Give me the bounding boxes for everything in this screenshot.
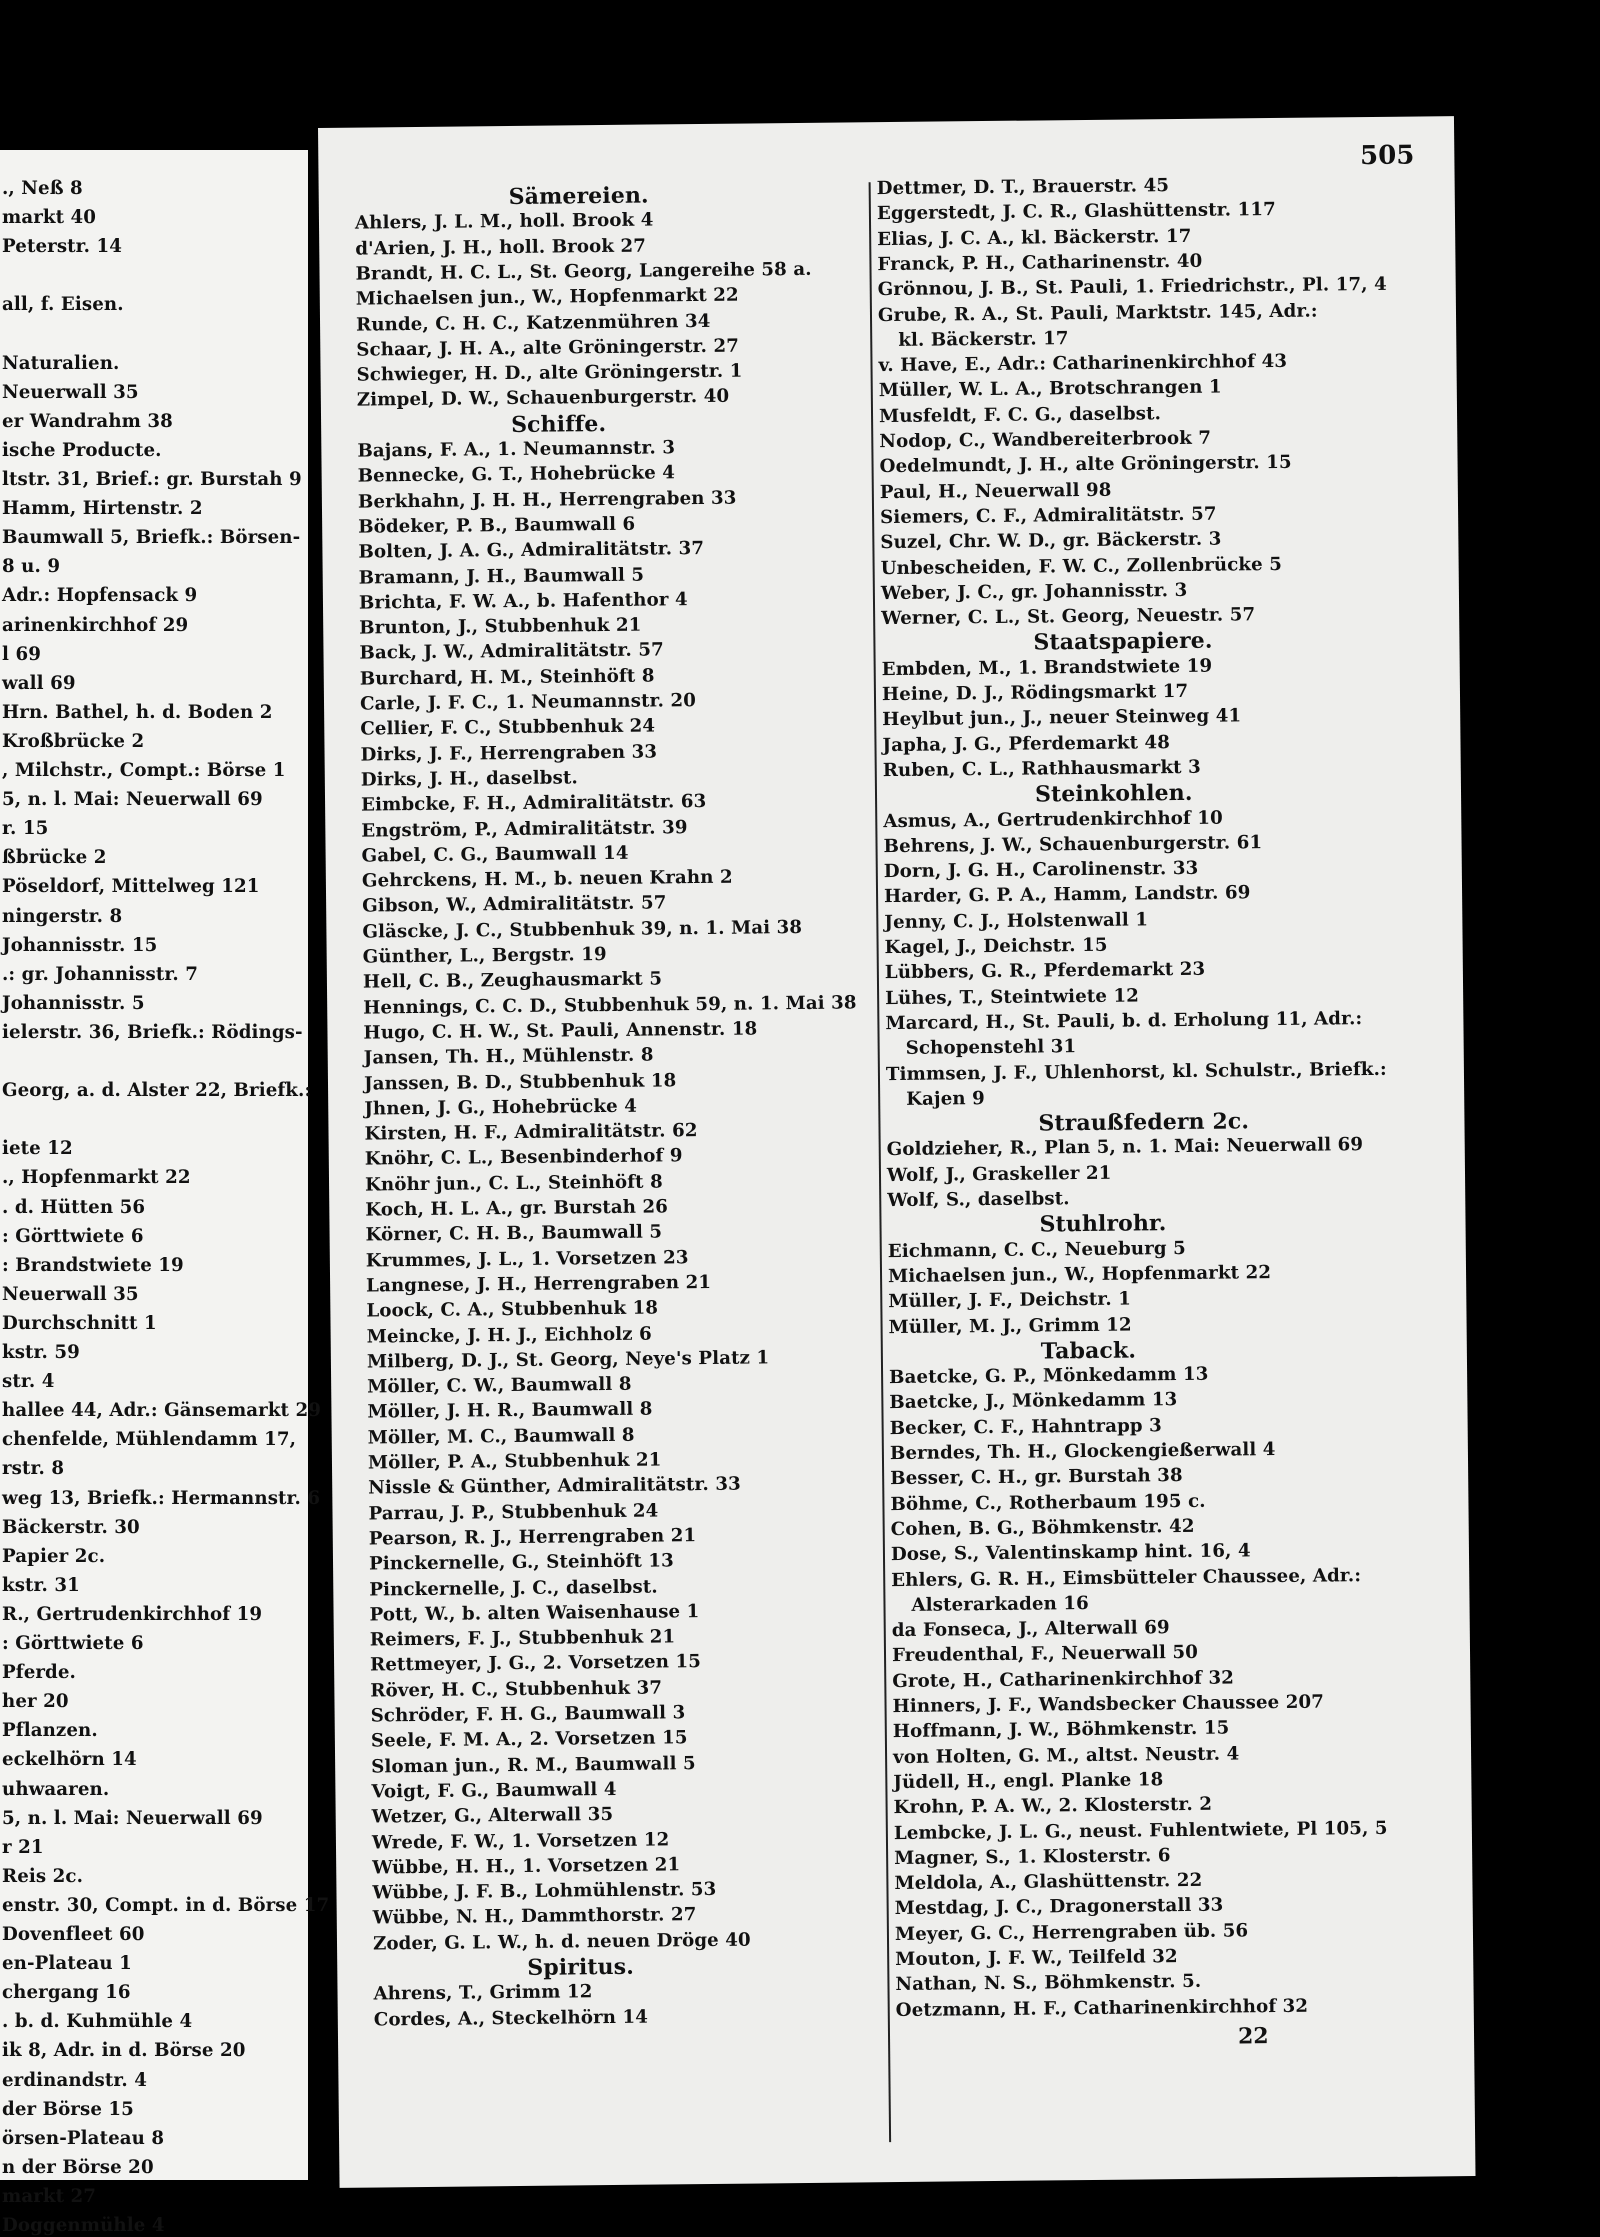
entry-line: kstr. 31 [2,1574,80,1596]
entry-line: Durchschnitt 1 [2,1312,157,1334]
entry-line: Becker, C. F., Hahntrapp 3 [889,1414,1162,1439]
entry-line: 5, n. l. Mai: Neuerwall 69 [2,789,263,811]
entry-line: Schwieger, H. D., alte Gröningerstr. 1 [356,360,743,386]
entry-line: Eggerstedt, J. C. R., Glashüttenstr. 117 [876,199,1276,225]
entry-line: Grote, H., Catharinenkirchhof 32 [892,1667,1235,1692]
entry-line: Rettmeyer, J. G., 2. Vorsetzen 15 [369,1651,702,1676]
entry-line: örsen-Plateau 8 [2,2127,165,2149]
entry-line: r. 15 [2,818,49,840]
entry-line: Besser, C. H., gr. Burstah 38 [890,1465,1183,1490]
entry-line: Magner, S., 1. Klosterstr. 6 [894,1844,1171,1869]
entry-line: Embden, M., 1. Brandstwiete 19 [881,655,1213,680]
page-number: 505 [1359,140,1415,172]
entry-line: Dirks, J. F., Herrengraben 33 [360,741,658,766]
entry-line: ningerstr. 8 [2,905,123,927]
entry-line: l 69 [2,643,41,665]
entry-line: Milberg, D. J., St. Georg, Neye's Platz 1 [366,1347,770,1373]
entry-line: Möller, J. H. R., Baumwall 8 [367,1398,653,1423]
entry-line: iete 12 [2,1138,73,1160]
entry-line: Mouton, J. F. W., Teilfeld 32 [895,1946,1178,1971]
section-heading: Taback. [1040,1337,1137,1365]
entry-line: Burchard, H. M., Steinhöft 8 [359,665,655,690]
entry-line: rstr. 8 [2,1458,65,1480]
section-heading: Sämereien. [508,182,649,211]
entry-line: kstr. 59 [2,1342,80,1363]
entry-line: Asmus, A., Gertrudenkirchhof 10 [883,807,1223,832]
entry-line: Loock, C. A., Stubbenhuk 18 [366,1297,659,1322]
entry-line: Müller, W. L. A., Brotschrangen 1 [878,376,1222,402]
entry-line: wall 69 [2,672,76,694]
section-heading: Spiritus. [527,1953,635,1981]
entry-line: chergang 16 [2,1982,131,2004]
entry-line: er Wandrahm 38 [2,410,173,432]
entry-line: Zimpel, D. W., Schauenburgerstr. 40 [356,386,730,411]
entry-line: Musfeldt, F. C. G., daselbst. [878,402,1162,427]
entry-line: Japha, J. G., Pferdemarkt 48 [882,731,1171,756]
entry-line: : Brandstwiete 19 [2,1254,184,1276]
entry-line: Meincke, J. H. J., Eichholz 6 [366,1323,652,1348]
entry-line: ltstr. 31, Brief.: gr. Burstah 9 [2,469,302,490]
entry-line: Suzel, Chr. W. D., gr. Bäckerstr. 3 [880,528,1222,554]
entry-line: Hennings, C. C. D., Stubbenhuk 59, n. 1. Mai 38 [363,992,857,1019]
entry-line: Berkhahn, J. H. H., Herrengraben 33 [357,487,737,513]
entry-line: Böhme, C., Rotherbaum 195 c. [890,1490,1206,1515]
section-heading: Steinkohlen. [1034,780,1193,808]
entry-line: markt 27 [2,2185,97,2207]
entry-line: R., Gertrudenkirchhof 19 [2,1603,263,1625]
entry-line: Goldzieher, R., Plan 5, n. 1. Mai: Neuerwall 69 [886,1134,1364,1161]
signature-mark: 22 [1237,2023,1269,2050]
entry-line: Ruben, C. L., Rathhausmarkt 3 [882,756,1201,782]
entry-line: Marcard, H., St. Pauli, b. d. Erholung 11, Adr.: [885,1008,1363,1034]
entry-line: Meyer, G. C., Herrengraben üb. 56 [894,1920,1249,1945]
entry-line: Sloman jun., R. M., Baumwall 5 [371,1752,696,1778]
entry-line: Bödeker, P. B., Baumwall 6 [358,513,636,538]
entry-line: Röver, H. C., Stubbenhuk 37 [370,1677,663,1702]
left-page [0,150,330,2236]
entry-line: Back, J. W., Admiralitätstr. 57 [359,639,664,664]
entry-line: Kroßbrücke 2 [2,730,145,752]
entry-line: Carle, J. F. C., 1. Neumannstr. 20 [359,690,697,715]
entry-line: Doggenmühle 4 [2,2215,165,2236]
entry-line: Wetzer, G., Alterwall 35 [371,1804,614,1828]
entry-line: en-Plateau 1 [2,1953,132,1975]
entry-line: ., Neß 8 [2,178,83,199]
entry-line: enstr. 30, Compt. in d. Börse 17 [2,1894,330,1916]
entry-line: Baetcke, J., Mönkedamm 13 [889,1389,1178,1414]
entry-line: Michaelsen jun., W., Hopfenmarkt 22 [887,1261,1272,1287]
entry-line: Georg, a. d. Alster 22, Briefk.: [2,1080,312,1102]
entry-line: Nodop, C., Wandbereiterbrook 7 [879,427,1212,453]
entry-line: Dettmer, D. T., Brauerstr. 45 [876,175,1170,200]
entry-line: Brunton, J., Stubbenhuk 21 [359,614,642,639]
entry-line: Pinckernelle, G., Steinhöft 13 [368,1550,674,1575]
entry-line: Brandt, H. C. L., St. Georg, Langereihe 58 a. [355,258,812,285]
entry-line: Pott, W., b. alten Waisenhause 1 [369,1600,700,1626]
entry-line: 5, n. l. Mai: Neuerwall 69 [2,1807,263,1829]
entry-line: all, f. Eisen. [2,294,124,316]
entry-line: Oetzmann, H. F., Catharinenkirchhof 32 [895,1995,1309,2021]
entry-line: : Görttwiete 6 [2,1225,144,1247]
entry-line: Reimers, F. J., Stubbenhuk 21 [369,1626,676,1651]
entry-line: str. 4 [2,1371,55,1393]
entry-line: Hell, C. B., Zeughausmarkt 5 [362,968,663,993]
entry-line: Dovenfleet 60 [2,1924,145,1945]
entry-line: Cohen, B. G., Böhmkenstr. 42 [890,1515,1195,1540]
entry-line: Cellier, F. C., Stubbenhuk 24 [360,715,656,740]
right-page [318,116,1476,2188]
entry-line: kl. Bäckerstr. 17 [898,327,1069,351]
entry-line: Berndes, Th. H., Glockengießerwall 4 [889,1439,1276,1465]
entry-line: Langnese, J. H., Herrengraben 21 [366,1271,712,1297]
entry-line: Gibson, W., Admiralitätstr. 57 [362,892,667,917]
entry-line: Hrn. Bathel, h. d. Boden 2 [2,701,273,723]
entry-line: Oedelmundt, J. H., alte Gröningerstr. 15 [879,452,1292,478]
entry-line: Paul, H., Neuerwall 98 [879,479,1112,503]
entry-line: uhwaaren. [2,1778,110,1800]
entry-line: von Holten, G. M., altst. Neustr. 4 [892,1743,1240,1768]
entry-line: Grube, R. A., St. Pauli, Marktstr. 145, Adr.: [877,300,1318,326]
entry-line: chenfelde, Mühlendamm 17, [2,1429,297,1451]
entry-line: Bolten, J. A. G., Admiralitätstr. 37 [358,538,705,563]
entry-line: Lembcke, J. L. G., neust. Fuhlentwiete, Pl 105, 5 [893,1817,1388,1844]
entry-line: Möller, M. C., Baumwall 8 [367,1424,635,1449]
entry-line: Nissle & Günther, Admiralitätstr. 33 [368,1473,741,1499]
entry-line: Harder, G. P. A., Hamm, Landstr. 69 [883,882,1251,908]
entry-line: arinenkirchhof 29 [2,614,189,636]
entry-line: Eichmann, C. C., Neueburg 5 [887,1237,1186,1262]
entry-line: Heylbut jun., J., neuer Steinweg 41 [882,705,1242,731]
entry-line: Körner, C. H. B., Baumwall 5 [365,1221,663,1246]
entry-line: Bennecke, G. T., Hohebrücke 4 [357,462,676,487]
entry-line: Neuerwall 35 [2,1283,139,1305]
entry-line: Heine, D. J., Rödingsmarkt 17 [881,680,1189,706]
entry-line: Pferde. [2,1662,76,1684]
entry-line: . b. d. Kuhmühle 4 [2,2011,193,2033]
entry-line: Jüdell, H., engl. Planke 18 [893,1769,1164,1793]
entry-line: Pöseldorf, Mittelweg 121 [2,876,260,898]
entry-line: Jenny, C. J., Holstenwall 1 [884,909,1149,933]
entry-line: Zoder, G. L. W., h. d. neuen Dröge 40 [372,1929,751,1955]
entry-line: Schopenstehl 31 [905,1036,1077,1060]
entry-line: Engström, P., Admiralitätstr. 39 [361,816,688,842]
entry-line: Timmsen, J. F., Uhlenhorst, kl. Schulstr., Briefk.: [885,1058,1387,1085]
entry-line: Eimbcke, F. H., Admiralitätstr. 63 [360,791,707,816]
entry-line: r 21 [2,1836,44,1858]
entry-line: . d. Hütten 56 [2,1196,146,1218]
entry-line: Parrau, J. P., Stubbenhuk 24 [368,1500,659,1525]
entry-line: Lühes, T., Steintwiete 12 [885,985,1140,1009]
entry-line: Meldola, A., Glashüttenstr. 22 [894,1869,1203,1895]
entry-line: Elias, J. C. A., kl. Bäckerstr. 17 [877,225,1192,250]
entry-line: n der Börse 20 [2,2156,154,2178]
entry-line: Wolf, S., daselbst. [887,1188,1070,1212]
entry-line: Dose, S., Valentinskamp hint. 16, 4 [890,1540,1251,1566]
entry-line: Hoffmann, J. W., Böhmkenstr. 15 [892,1717,1230,1743]
entry-line: ., Hopfenmarkt 22 [2,1167,191,1189]
entry-line: Bäckerstr. 30 [2,1516,140,1538]
entry-line: Möller, C. W., Baumwall 8 [367,1373,632,1398]
entry-line: Ahrens, T., Grimm 12 [373,1981,593,2005]
entry-line: Wolf, J., Graskeller 21 [886,1162,1112,1186]
entry-line: Dirks, J. H., daselbst. [360,767,578,791]
entry-line: Neuerwall 35 [2,381,139,403]
entry-line: Kajen 9 [906,1087,985,1110]
entry-line: Jhnen, J. G., Hohebrücke 4 [364,1095,638,1120]
entry-line: Dorn, J. G. H., Carolinenstr. 33 [883,857,1199,883]
entry-line: .: gr. Johannisstr. 7 [2,963,198,985]
entry-line: Pearson, R. J., Herrengraben 21 [368,1525,697,1550]
entry-line: Hamm, Hirtenstr. 2 [2,498,203,520]
entry-line: Koch, H. L. A., gr. Burstah 26 [365,1196,669,1221]
entry-line: Adr.: Hopfensack 9 [2,585,198,607]
entry-line: Pflanzen. [2,1720,98,1742]
entry-line: Naturalien. [2,352,120,374]
entry-line: Wrede, F. W., 1. Vorsetzen 12 [371,1828,670,1854]
entry-line: Gehrckens, H. M., b. neuen Krahn 2 [361,866,733,892]
entry-line: Pinckernelle, J. C., daselbst. [369,1576,658,1601]
entry-line: her 20 [2,1691,69,1713]
entry-line: Gabel, C. G., Baumwall 14 [361,842,629,867]
entry-line: Jansen, Th. H., Mühlenstr. 8 [363,1044,654,1069]
entry-line: Lübbers, G. R., Pferdemarkt 23 [884,959,1206,984]
entry-line: da Fonseca, J., Alterwall 69 [891,1617,1170,1642]
entry-line: Alsterarkaden 16 [911,1592,1089,1616]
entry-line: Johannisstr. 15 [2,934,158,956]
entry-line: Reis 2c. [2,1865,84,1887]
entry-line: 8 u. 9 [2,556,61,578]
entry-line: Hugo, C. H. W., St. Pauli, Annenstr. 18 [363,1018,758,1044]
entry-line: markt 40 [2,207,97,229]
entry-line: Brichta, F. W. A., b. Hafenthor 4 [358,588,688,614]
entry-line: Baetcke, G. P., Mönkedamm 13 [889,1363,1209,1389]
section-heading: Schiffe. [510,410,607,438]
entry-line: Unbescheiden, F. W. C., Zollenbrücke 5 [880,553,1283,579]
entry-line: Möller, P. A., Stubbenhuk 21 [367,1449,662,1474]
section-heading: Straußfedern 2c. [1038,1108,1250,1137]
entry-line: Runde, C. H. C., Katzenmühren 34 [355,310,711,336]
entry-line: Baumwall 5, Briefk.: Börsen- [2,527,301,549]
entry-line: Grönnou, J. B., St. Pauli, 1. Friedrichstr., Pl. 17, 4 [877,274,1387,301]
entry-line: hallee 44, Adr.: Gänsemarkt 29 [2,1400,321,1422]
entry-line: Behrens, J. W., Schauenburgerstr. 61 [883,831,1263,857]
entry-line: Mestdag, J. C., Dragonerstall 33 [894,1895,1224,1920]
entry-line: Kagel, J., Deichstr. 15 [884,934,1108,959]
entry-line: ische Producte. [2,439,162,461]
entry-line: weg 13, Briefk.: Hermannstr. 6 [2,1487,321,1509]
entry-line: Müller, J. F., Deichstr. 1 [888,1288,1132,1313]
entry-line: Johannisstr. 5 [2,992,145,1014]
entry-line: Nathan, N. S., Böhmkenstr. 5. [895,1971,1202,1996]
entry-line: Werner, C. L., St. Georg, Neuestr. 57 [881,604,1256,630]
entry-line: Krohn, P. A. W., 2. Klosterstr. 2 [893,1793,1213,1819]
entry-line: Weber, J. C., gr. Johannisstr. 3 [880,579,1188,604]
entry-line: Janssen, B. D., Stubbenhuk 18 [363,1069,677,1095]
entry-line: Cordes, A., Steckelhörn 14 [373,2006,649,2031]
entry-line: Wübbe, H. H., 1. Vorsetzen 21 [372,1854,681,1879]
entry-line: Müller, M. J., Grimm 12 [888,1314,1132,1338]
entry-line: ßbrücke 2 [2,847,107,869]
entry-line: Hinners, J. F., Wandsbecker Chaussee 207 [892,1691,1325,1718]
entry-line: Ehlers, G. R. H., Eimsbütteler Chaussee, Adr.: [891,1564,1362,1591]
entry-line: Knöhr, C. L., Besenbinderhof 9 [364,1145,683,1170]
entry-line: Franck, P. H., Catharinenstr. 40 [877,250,1203,276]
entry-line: Ahlers, J. L. M., holl. Brook 4 [354,209,654,234]
section-heading: Stuhlrohr. [1039,1210,1167,1238]
entry-line: Bramann, J. H., Baumwall 5 [358,564,645,589]
entry-line: Bajans, F. A., 1. Neumannstr. 3 [357,437,676,462]
entry-line: Krummes, J. L., 1. Vorsetzen 23 [365,1246,689,1272]
entry-line: Günther, L., Bergstr. 19 [362,944,607,968]
entry-line: Peterstr. 14 [2,236,123,258]
entry-line: Schröder, F. H. G., Baumwall 3 [370,1702,686,1727]
entry-line: Schaar, J. H. A., alte Gröningerstr. 27 [356,335,740,361]
entry-line: Michaelsen jun., W., Hopfenmarkt 22 [355,284,739,310]
entry-line: Seele, F. M. A., 2. Vorsetzen 15 [370,1727,688,1752]
entry-line: Knöhr jun., C. L., Steinhöft 8 [364,1171,663,1196]
entry-line: der Börse 15 [2,2098,134,2120]
entry-line: Siemers, C. F., Admiralitätstr. 57 [879,503,1217,529]
entry-line: Kirsten, H. F., Admiralitätstr. 62 [364,1120,698,1145]
entry-line: Wübbe, N. H., Dammthorstr. 27 [372,1904,697,1929]
entry-line: Voigt, F. G., Baumwall 4 [371,1778,617,1803]
entry-line: Wübbe, J. F. B., Lohmühlenstr. 53 [372,1879,717,1904]
entry-line: ielerstr. 36, Briefk.: Rödings- [2,1021,303,1043]
section-heading: Staatspapiere. [1033,628,1213,656]
entry-line: v. Have, E., Adr.: Catharinenkirchhof 43 [878,350,1288,377]
entry-line: d'Arien, J. H., holl. Brook 27 [355,235,647,260]
entry-line: Gläscke, J. C., Stubbenhuk 39, n. 1. Mai 38 [362,916,803,943]
entry-line: Freudenthal, F., Neuerwall 50 [891,1642,1199,1667]
entry-line: erdinandstr. 4 [2,2069,147,2091]
entry-line: eckelhörn 14 [2,1749,137,1771]
entry-line: : Görttwiete 6 [2,1633,144,1654]
entry-line: ik 8, Adr. in d. Börse 20 [2,2040,246,2062]
entry-line: , Milchstr., Compt.: Börse 1 [2,760,286,781]
entry-line: Papier 2c. [2,1545,106,1567]
